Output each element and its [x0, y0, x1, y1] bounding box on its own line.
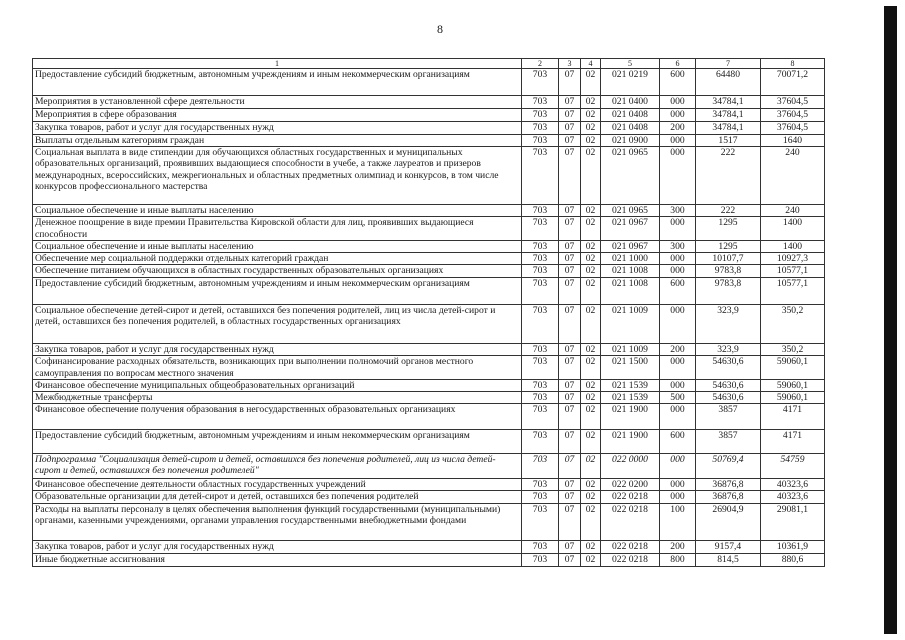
cell-section: 07 [559, 379, 581, 391]
cell-amount-year-1: 36876,8 [696, 491, 761, 503]
cell-amount-year-2: 59060,1 [761, 379, 825, 391]
cell-section: 07 [559, 430, 581, 454]
cell-amount-year-1: 1295 [696, 240, 761, 252]
cell-amount-year-2: 40323,6 [761, 491, 825, 503]
row-description: Закупка товаров, работ и услуг для государственных нужд [33, 344, 522, 356]
row-description: Финансовое обеспечение получения образования в негосударственных образовательных организациях [33, 404, 522, 430]
cell-ministry-code: 703 [522, 379, 559, 391]
cell-subsection: 02 [581, 553, 601, 566]
cell-ministry-code: 703 [522, 540, 559, 553]
cell-target-item: 022 0218 [601, 491, 660, 503]
cell-amount-year-2: 350,2 [761, 305, 825, 344]
cell-ministry-code: 703 [522, 240, 559, 252]
cell-section: 07 [559, 265, 581, 278]
cell-expense-type: 000 [660, 135, 696, 147]
cell-amount-year-2: 10361,9 [761, 540, 825, 553]
column-number-4: 4 [581, 59, 601, 69]
table-row [33, 404, 825, 430]
cell-ministry-code: 703 [522, 122, 559, 135]
table-row [33, 217, 825, 240]
cell-target-item: 021 1539 [601, 392, 660, 404]
cell-target-item: 021 0408 [601, 109, 660, 122]
cell-section: 07 [559, 479, 581, 491]
cell-subsection: 02 [581, 253, 601, 265]
table-row [33, 109, 825, 122]
row-description: Социальное обеспечение детей-сирот и детей, оставшихся без попечения родителей, лиц из числа детей-сирот и детей, оставшихся без попечения родителей, в областных государственных организациях [33, 305, 522, 344]
cell-subsection: 02 [581, 135, 601, 147]
cell-amount-year-1: 26904,9 [696, 503, 761, 540]
cell-subsection: 02 [581, 240, 601, 252]
cell-ministry-code: 703 [522, 491, 559, 503]
cell-subsection: 02 [581, 205, 601, 217]
column-number-row [33, 59, 825, 69]
cell-amount-year-2: 10577,1 [761, 265, 825, 278]
cell-subsection: 02 [581, 109, 601, 122]
row-description: Образовательные организации для детей-сирот и детей, оставшихся без попечения родителей [33, 491, 522, 503]
cell-amount-year-2: 1400 [761, 240, 825, 252]
cell-expense-type: 000 [660, 356, 696, 379]
cell-subsection: 02 [581, 491, 601, 503]
cell-expense-type: 000 [660, 454, 696, 479]
cell-amount-year-2: 1640 [761, 135, 825, 147]
cell-amount-year-1: 34784,1 [696, 96, 761, 109]
row-description: Межбюджетные трансферты [33, 392, 522, 404]
cell-amount-year-2: 37604,5 [761, 96, 825, 109]
cell-target-item: 021 0219 [601, 69, 660, 96]
cell-expense-type: 000 [660, 96, 696, 109]
cell-amount-year-2: 70071,2 [761, 69, 825, 96]
cell-amount-year-1: 34784,1 [696, 109, 761, 122]
cell-ministry-code: 703 [522, 96, 559, 109]
cell-expense-type: 000 [660, 217, 696, 240]
table-row [33, 305, 825, 344]
row-description: Выплаты отдельным категориям граждан [33, 135, 522, 147]
cell-ministry-code: 703 [522, 147, 559, 205]
row-description: Социальное обеспечение и иные выплаты населению [33, 240, 522, 252]
cell-subsection: 02 [581, 540, 601, 553]
table-row [33, 69, 825, 96]
cell-amount-year-1: 3857 [696, 404, 761, 430]
cell-target-item: 021 0965 [601, 147, 660, 205]
cell-target-item: 022 0200 [601, 479, 660, 491]
cell-subsection: 02 [581, 479, 601, 491]
cell-ministry-code: 703 [522, 278, 559, 305]
cell-section: 07 [559, 109, 581, 122]
cell-expense-type: 000 [660, 379, 696, 391]
cell-amount-year-1: 54630,6 [696, 392, 761, 404]
cell-subsection: 02 [581, 122, 601, 135]
row-description: Закупка товаров, работ и услуг для государственных нужд [33, 122, 522, 135]
cell-target-item: 021 0965 [601, 205, 660, 217]
cell-amount-year-2: 54759 [761, 454, 825, 479]
row-description: Обеспечение питанием обучающихся в областных государственных образовательных организациях [33, 265, 522, 278]
row-description: Софинансирование расходных обязательств, возникающих при выполнении полномочий органов местного самоуправления по вопросам местного значения [33, 356, 522, 379]
table-row [33, 122, 825, 135]
cell-expense-type: 200 [660, 540, 696, 553]
table-row [33, 540, 825, 553]
table-row [33, 253, 825, 265]
cell-section: 07 [559, 344, 581, 356]
row-description: Предоставление субсидий бюджетным, автономным учреждениям и иным некоммерческим организациям [33, 430, 522, 454]
cell-expense-type: 000 [660, 404, 696, 430]
row-description: Предоставление субсидий бюджетным, автономным учреждениям и иным некоммерческим организациям [33, 278, 522, 305]
table-row [33, 479, 825, 491]
cell-expense-type: 000 [660, 265, 696, 278]
row-description: Подпрограмма "Социализация детей-сирот и детей, оставшихся без попечения родителей, лиц из числа детей-сирот и детей, оставшихся без попечения родителей" [33, 454, 522, 479]
table-row [33, 135, 825, 147]
column-number-5: 5 [601, 59, 660, 69]
row-description: Иные бюджетные ассигнования [33, 553, 522, 566]
cell-ministry-code: 703 [522, 430, 559, 454]
cell-expense-type: 000 [660, 491, 696, 503]
cell-section: 07 [559, 503, 581, 540]
cell-ministry-code: 703 [522, 253, 559, 265]
cell-section: 07 [559, 96, 581, 109]
table-row [33, 96, 825, 109]
cell-section: 07 [559, 553, 581, 566]
cell-ministry-code: 703 [522, 356, 559, 379]
row-description: Обеспечение мер социальной поддержки отдельных категорий граждан [33, 253, 522, 265]
cell-section: 07 [559, 69, 581, 96]
cell-amount-year-1: 222 [696, 205, 761, 217]
column-number-3: 3 [559, 59, 581, 69]
cell-amount-year-1: 3857 [696, 430, 761, 454]
cell-subsection: 02 [581, 265, 601, 278]
cell-ministry-code: 703 [522, 109, 559, 122]
cell-amount-year-2: 37604,5 [761, 122, 825, 135]
cell-expense-type: 000 [660, 479, 696, 491]
cell-amount-year-1: 36876,8 [696, 479, 761, 491]
cell-amount-year-1: 50769,4 [696, 454, 761, 479]
cell-expense-type: 500 [660, 392, 696, 404]
table-row [33, 344, 825, 356]
cell-subsection: 02 [581, 430, 601, 454]
cell-amount-year-1: 54630,6 [696, 356, 761, 379]
cell-subsection: 02 [581, 278, 601, 305]
row-description: Финансовое обеспечение муниципальных общеобразовательных организаций [33, 379, 522, 391]
cell-subsection: 02 [581, 379, 601, 391]
cell-subsection: 02 [581, 217, 601, 240]
cell-subsection: 02 [581, 404, 601, 430]
scan-edge-bar [884, 6, 897, 634]
row-description: Расходы на выплаты персоналу в целях обеспечения выполнения функций государственными (муниципальными) органами, казенными учреждениями, органами управления государственными внебюджетными фондами [33, 503, 522, 540]
cell-target-item: 021 0400 [601, 96, 660, 109]
cell-target-item: 021 0967 [601, 240, 660, 252]
cell-subsection: 02 [581, 392, 601, 404]
cell-expense-type: 800 [660, 553, 696, 566]
cell-amount-year-2: 10577,1 [761, 278, 825, 305]
cell-target-item: 022 0218 [601, 540, 660, 553]
cell-expense-type: 000 [660, 109, 696, 122]
row-description: Денежное поощрение в виде премии Правительства Кировской области для лиц, проявивших выдающиеся способности [33, 217, 522, 240]
table-row [33, 379, 825, 391]
cell-section: 07 [559, 491, 581, 503]
cell-ministry-code: 703 [522, 135, 559, 147]
cell-section: 07 [559, 540, 581, 553]
cell-ministry-code: 703 [522, 553, 559, 566]
cell-ministry-code: 703 [522, 479, 559, 491]
table-row [33, 278, 825, 305]
cell-ministry-code: 703 [522, 265, 559, 278]
column-number-8: 8 [761, 59, 825, 69]
cell-amount-year-1: 1517 [696, 135, 761, 147]
cell-target-item: 021 1900 [601, 404, 660, 430]
cell-ministry-code: 703 [522, 69, 559, 96]
cell-target-item: 021 1500 [601, 356, 660, 379]
row-description: Социальное обеспечение и иные выплаты населению [33, 205, 522, 217]
cell-target-item: 022 0218 [601, 553, 660, 566]
cell-expense-type: 200 [660, 344, 696, 356]
cell-subsection: 02 [581, 96, 601, 109]
cell-section: 07 [559, 147, 581, 205]
cell-expense-type: 300 [660, 240, 696, 252]
cell-amount-year-1: 323,9 [696, 305, 761, 344]
cell-amount-year-2: 59060,1 [761, 392, 825, 404]
cell-section: 07 [559, 240, 581, 252]
cell-ministry-code: 703 [522, 305, 559, 344]
row-description: Закупка товаров, работ и услуг для государственных нужд [33, 540, 522, 553]
cell-expense-type: 100 [660, 503, 696, 540]
cell-ministry-code: 703 [522, 503, 559, 540]
cell-amount-year-1: 1295 [696, 217, 761, 240]
cell-target-item: 021 0967 [601, 217, 660, 240]
table-row [33, 553, 825, 566]
table-row [33, 491, 825, 503]
cell-amount-year-2: 240 [761, 147, 825, 205]
cell-amount-year-2: 240 [761, 205, 825, 217]
cell-target-item: 022 0218 [601, 503, 660, 540]
cell-subsection: 02 [581, 147, 601, 205]
page-number: 8 [437, 22, 443, 36]
cell-target-item: 021 1539 [601, 379, 660, 391]
cell-expense-type: 300 [660, 205, 696, 217]
cell-section: 07 [559, 205, 581, 217]
cell-amount-year-1: 9157,4 [696, 540, 761, 553]
cell-section: 07 [559, 253, 581, 265]
cell-section: 07 [559, 305, 581, 344]
cell-subsection: 02 [581, 305, 601, 344]
cell-amount-year-2: 59060,1 [761, 356, 825, 379]
cell-subsection: 02 [581, 356, 601, 379]
cell-ministry-code: 703 [522, 205, 559, 217]
cell-target-item: 021 1000 [601, 253, 660, 265]
cell-section: 07 [559, 217, 581, 240]
cell-amount-year-1: 323,9 [696, 344, 761, 356]
cell-section: 07 [559, 392, 581, 404]
column-number-6: 6 [660, 59, 696, 69]
table-row [33, 265, 825, 278]
budget-table-body [33, 59, 825, 567]
row-description: Мероприятия в установленной сфере деятельности [33, 96, 522, 109]
cell-expense-type: 000 [660, 253, 696, 265]
cell-amount-year-2: 37604,5 [761, 109, 825, 122]
cell-subsection: 02 [581, 344, 601, 356]
cell-amount-year-1: 64480 [696, 69, 761, 96]
cell-amount-year-1: 814,5 [696, 553, 761, 566]
cell-expense-type: 000 [660, 305, 696, 344]
cell-amount-year-1: 34784,1 [696, 122, 761, 135]
table-row [33, 392, 825, 404]
cell-section: 07 [559, 122, 581, 135]
cell-target-item: 021 0900 [601, 135, 660, 147]
cell-expense-type: 600 [660, 430, 696, 454]
cell-target-item: 021 1008 [601, 278, 660, 305]
table-row [33, 240, 825, 252]
table-row [33, 356, 825, 379]
cell-amount-year-2: 40323,6 [761, 479, 825, 491]
cell-expense-type: 600 [660, 69, 696, 96]
cell-expense-type: 600 [660, 278, 696, 305]
cell-subsection: 02 [581, 454, 601, 479]
cell-amount-year-2: 10927,3 [761, 253, 825, 265]
table-row [33, 430, 825, 454]
cell-amount-year-2: 880,6 [761, 553, 825, 566]
cell-target-item: 021 1009 [601, 305, 660, 344]
cell-expense-type: 000 [660, 147, 696, 205]
cell-expense-type: 200 [660, 122, 696, 135]
cell-amount-year-2: 4171 [761, 404, 825, 430]
cell-ministry-code: 703 [522, 217, 559, 240]
cell-amount-year-1: 10107,7 [696, 253, 761, 265]
cell-amount-year-2: 1400 [761, 217, 825, 240]
column-number-7: 7 [696, 59, 761, 69]
column-number-1: 1 [33, 59, 522, 69]
row-description: Финансовое обеспечение деятельности областных государственных учреждений [33, 479, 522, 491]
cell-subsection: 02 [581, 69, 601, 96]
row-description: Социальная выплата в виде стипендии для обучающихся областных государственных и муниципальных образовательных организаций, проявивших выдающиеся способности в учебе, а также лауреатов и призеров международных, всероссийских, межрегиональных и областных предметных олимпиад и конкурсов, в том числе конкурсов профессионального мастерства [33, 147, 522, 205]
column-number-2: 2 [522, 59, 559, 69]
cell-ministry-code: 703 [522, 454, 559, 479]
cell-amount-year-2: 29081,1 [761, 503, 825, 540]
cell-amount-year-1: 222 [696, 147, 761, 205]
cell-amount-year-2: 4171 [761, 430, 825, 454]
table-row [33, 205, 825, 217]
cell-amount-year-1: 9783,8 [696, 278, 761, 305]
cell-target-item: 021 1008 [601, 265, 660, 278]
cell-section: 07 [559, 135, 581, 147]
cell-amount-year-1: 9783,8 [696, 265, 761, 278]
cell-amount-year-2: 350,2 [761, 344, 825, 356]
cell-section: 07 [559, 404, 581, 430]
table-row [33, 147, 825, 205]
cell-section: 07 [559, 278, 581, 305]
cell-target-item: 021 1009 [601, 344, 660, 356]
cell-section: 07 [559, 454, 581, 479]
table-row [33, 503, 825, 540]
cell-target-item: 021 0408 [601, 122, 660, 135]
row-description: Мероприятия в сфере образования [33, 109, 522, 122]
cell-target-item: 021 1900 [601, 430, 660, 454]
budget-table [32, 58, 825, 567]
row-description: Предоставление субсидий бюджетным, автономным учреждениям и иным некоммерческим организациям [33, 69, 522, 96]
cell-ministry-code: 703 [522, 404, 559, 430]
cell-target-item: 022 0000 [601, 454, 660, 479]
cell-amount-year-1: 54630,6 [696, 379, 761, 391]
cell-section: 07 [559, 356, 581, 379]
cell-ministry-code: 703 [522, 392, 559, 404]
cell-subsection: 02 [581, 503, 601, 540]
cell-ministry-code: 703 [522, 344, 559, 356]
table-row [33, 454, 825, 479]
